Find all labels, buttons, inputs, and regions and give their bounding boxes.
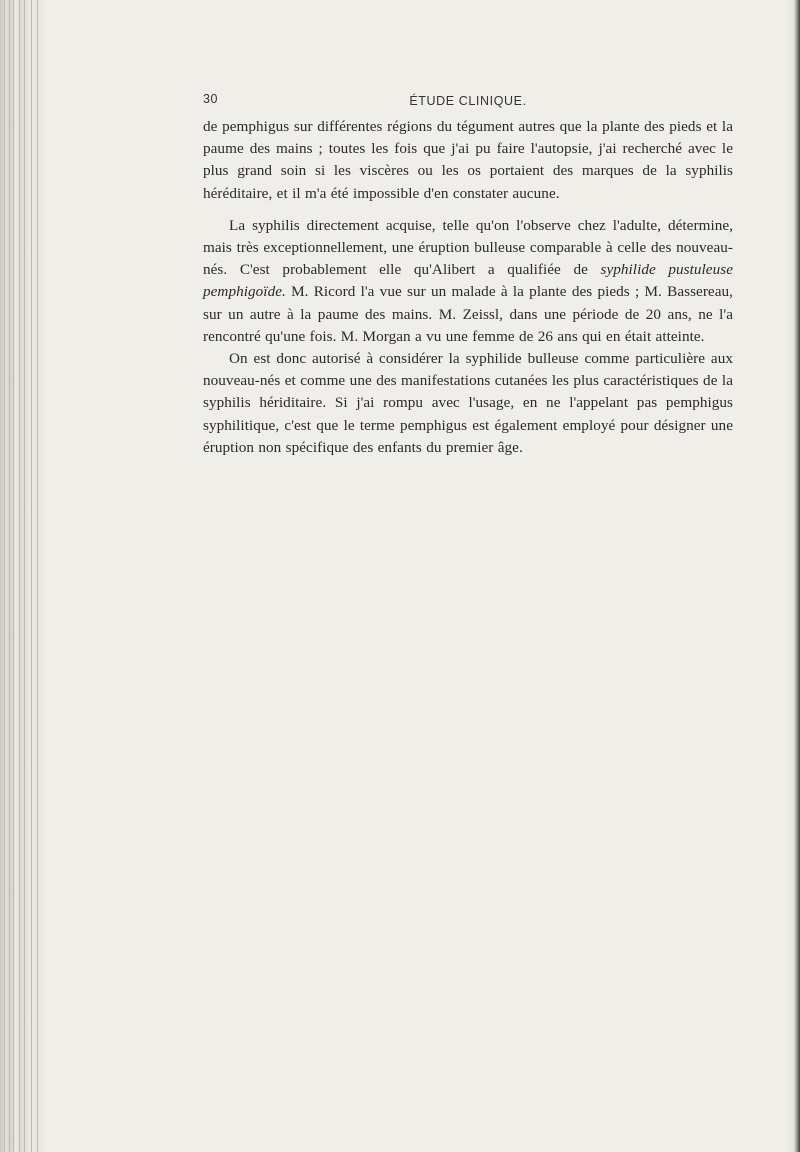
- paragraph-2-italic-term: syphilide pustuleuse pemphigoïde.: [203, 261, 733, 301]
- binding-gutter: [0, 0, 48, 1152]
- page-edge: [786, 0, 800, 1152]
- paragraph-2-text-a: La syphilis directement acquise, telle qu'on l'observe chez l'adulte, détermine, mais très exceptionnellement, une éruption bulleuse comparable à celle des nouveau-nés. C'est probablement elle qu'Alibert a qualifiée de: [203, 216, 733, 279]
- running-title: ÉTUDE CLINIQUE.: [409, 94, 527, 108]
- body-text: [203, 116, 733, 459]
- paragraph-2-text-b: M. Ricord l'a vue sur un malade à la plante des pieds ; M. Bassereau, sur un autre à la paume des mains. M. Zeissl, dans une période de 20 ans, ne l'a rencontré qu'une fois. M. Morgan a vu une femme de 26 ans qui en était atteinte.: [203, 283, 733, 345]
- paragraph-3: On est donc autorisé à considérer la syphilide bulleuse comme particulière aux nouveau-nés et comme une des manifestations cutanées les plus caractéristiques de la syphilis hériditaire. Si j'ai rompu avec l'usage, en ne l'appelant pas pemphigus syphilitique, c'est que le terme pemphigus est également employé pour désigner une éruption non spécifique des enfants du premier âge.: [203, 350, 733, 456]
- book-page: [203, 92, 733, 459]
- paragraph-1: de pemphigus sur différentes régions du tégument autres que la plante des pieds et la paume des mains ; toutes les fois que j'ai pu faire l'autopsie, j'ai recherché avec le plus grand soin si les viscères ou les os portaient des marques de la syphilis héréditaire, et il m'a été impossible d'en constater aucune.: [203, 118, 733, 202]
- page-number: 30: [203, 92, 219, 106]
- running-head: [203, 92, 733, 114]
- paragraph-2: [203, 215, 733, 348]
